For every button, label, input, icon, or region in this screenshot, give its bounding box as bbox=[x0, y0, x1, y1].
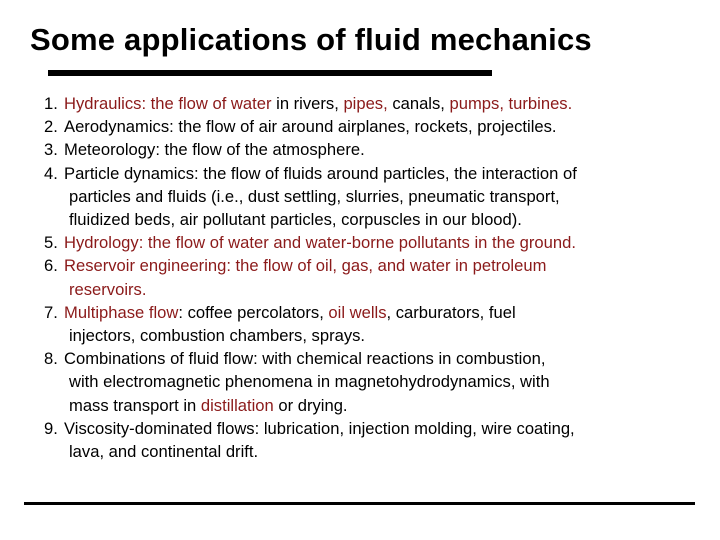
item-text-segment: : coffee percolators, bbox=[178, 302, 329, 322]
item-number: 2. bbox=[44, 117, 58, 137]
list-item-reservoir-engineering bbox=[44, 254, 694, 300]
item-line bbox=[64, 301, 694, 324]
item-number: 8. bbox=[44, 349, 58, 369]
item-text-segment: in rivers, bbox=[271, 94, 344, 113]
item-number: 6. bbox=[44, 256, 58, 276]
item-text-segment: oil wells bbox=[328, 302, 387, 322]
item-line bbox=[64, 92, 694, 115]
item-line: Combinations of fluid flow: with chemical reactions in combustion, bbox=[64, 349, 546, 369]
item-line: Particle dynamics: the flow of fluids around particles, the interaction of bbox=[64, 163, 577, 183]
item-text-segment: mass transport in bbox=[69, 395, 201, 415]
footer-rule bbox=[24, 502, 695, 505]
item-text-segment: distillation bbox=[200, 395, 274, 415]
item-line: Reservoir engineering: the flow of oil, gas, and water in petroleum bbox=[64, 256, 547, 276]
list-item-hydrology bbox=[44, 231, 694, 254]
item-line: Hydrology: the flow of water and water-borne pollutants in the ground. bbox=[64, 233, 576, 253]
item-line: with electromagnetic phenomena in magnetohydrodynamics, with bbox=[69, 372, 550, 392]
list-item-combinations bbox=[44, 347, 694, 417]
list-item-multiphase-flow bbox=[44, 301, 694, 347]
list-item-meteorology bbox=[44, 138, 694, 161]
applications-list bbox=[44, 92, 694, 463]
item-text-segment: canals, bbox=[387, 94, 450, 113]
list-item-viscosity-dominated bbox=[44, 417, 694, 463]
item-number: 4. bbox=[44, 163, 58, 183]
item-number: 7. bbox=[44, 302, 58, 322]
item-line: Meteorology: the flow of the atmosphere. bbox=[64, 140, 365, 160]
item-text-segment: Multiphase flow bbox=[64, 302, 179, 322]
item-text-segment: Hydraulics: the flow of water bbox=[64, 94, 272, 113]
list-item-particle-dynamics bbox=[44, 162, 694, 232]
item-line: reservoirs. bbox=[69, 279, 147, 299]
list-item-hydraulics bbox=[44, 92, 694, 115]
title-underline bbox=[48, 70, 492, 76]
item-line: Aerodynamics: the flow of air around airplanes, rockets, projectiles. bbox=[64, 117, 557, 137]
item-line: Viscosity-dominated flows: lubrication, injection molding, wire coating, bbox=[64, 418, 575, 438]
item-line bbox=[64, 394, 694, 417]
list-item-aerodynamics bbox=[44, 115, 694, 138]
item-number: 9. bbox=[44, 418, 58, 438]
item-text-segment: or drying. bbox=[273, 395, 348, 415]
item-line: particles and fluids (i.e., dust settling, slurries, pneumatic transport, bbox=[69, 186, 560, 206]
item-number: 1. bbox=[44, 94, 58, 113]
item-line: injectors, combustion chambers, sprays. bbox=[69, 326, 366, 346]
item-line: lava, and continental drift. bbox=[69, 442, 259, 462]
item-text-segment: pumps, turbines. bbox=[449, 94, 573, 113]
item-text-segment: pipes, bbox=[343, 94, 388, 113]
item-text-segment: , carburators, fuel bbox=[386, 302, 516, 322]
item-number: 3. bbox=[44, 140, 58, 160]
item-line: fluidized beds, air pollutant particles, corpuscles in our blood). bbox=[69, 210, 522, 230]
item-number: 5. bbox=[44, 233, 58, 253]
slide-title: Some applications of fluid mechanics bbox=[30, 22, 592, 57]
